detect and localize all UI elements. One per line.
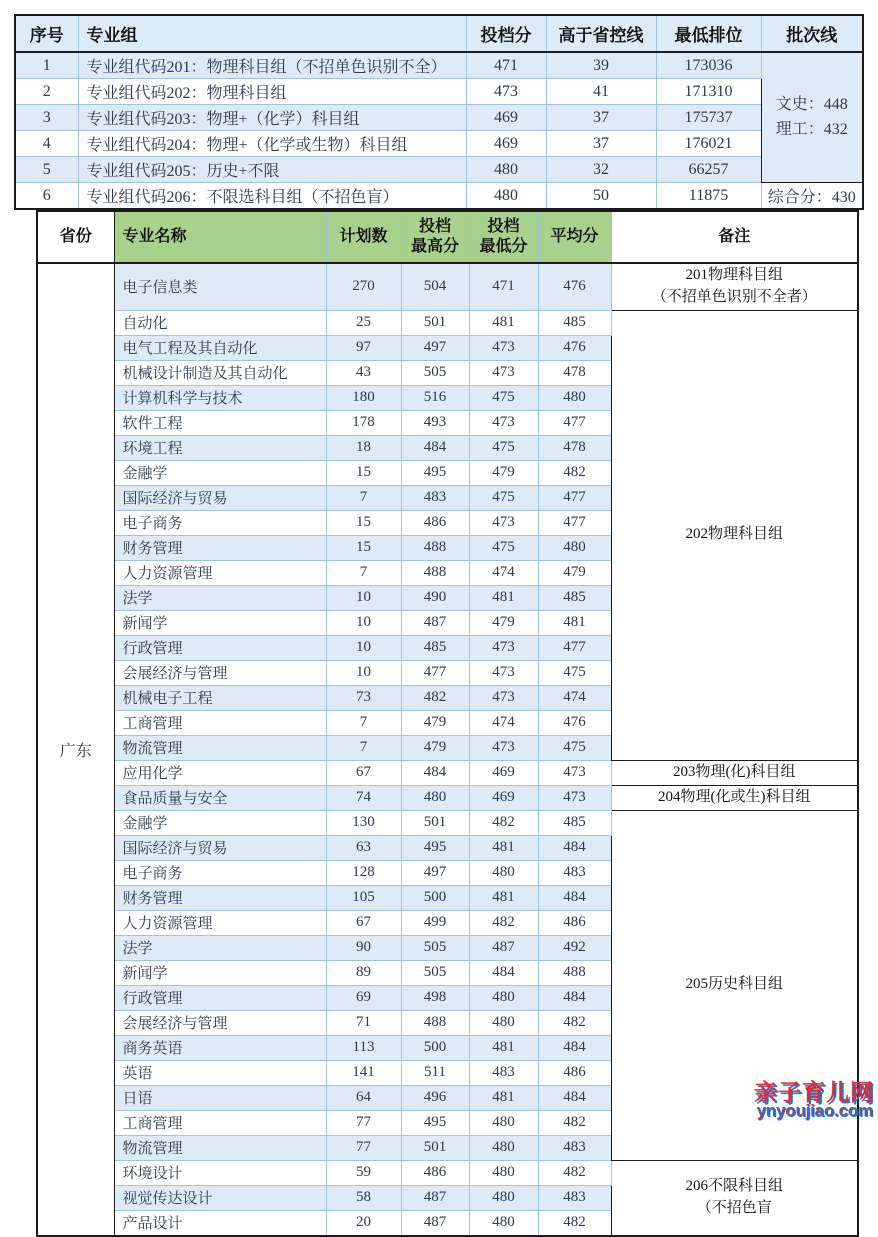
majors-table-header-row: [37, 211, 858, 263]
header-above-provincial-line: 高于省控线: [546, 15, 656, 52]
group-admission-score: 471: [466, 52, 546, 79]
major-max-score: 479: [401, 735, 469, 760]
watermark-site-url: ynyoujiao.com: [757, 1102, 874, 1121]
major-min-score: 480: [469, 1010, 538, 1035]
major-row: [37, 810, 858, 835]
major-avg-score: 482: [538, 1160, 611, 1185]
major-plan-count: 141: [326, 1060, 401, 1085]
major-plan-count: 73: [326, 685, 401, 710]
group-row: [15, 52, 863, 79]
major-avg-score: 488: [538, 960, 611, 985]
major-max-score: 485: [401, 635, 469, 660]
major-plan-count: 15: [326, 510, 401, 535]
major-max-score: 490: [401, 585, 469, 610]
major-row: [37, 785, 858, 810]
major-max-score: 479: [401, 710, 469, 735]
batch-line-main: [761, 52, 863, 183]
group-lowest-rank: 173036: [656, 52, 761, 79]
major-avg-score: 483: [538, 1185, 611, 1210]
major-max-score: 483: [401, 485, 469, 510]
major-avg-score: 485: [538, 310, 611, 335]
major-avg-score: 484: [538, 985, 611, 1010]
major-plan-count: 64: [326, 1085, 401, 1110]
group-lowest-rank: 66257: [656, 157, 761, 183]
major-avg-score: 475: [538, 660, 611, 685]
major-max-score: 484: [401, 760, 469, 785]
major-plan-count: 20: [326, 1210, 401, 1236]
group-name: 专业组代码204：物理+（化学或生物）科目组: [78, 131, 466, 157]
major-min-score: 487: [469, 935, 538, 960]
remark-cell: [611, 785, 858, 810]
remark-line: 204物理(化或生)科目组: [658, 788, 811, 805]
major-max-score: 501: [401, 1135, 469, 1160]
group-row: [15, 105, 863, 131]
major-plan-count: 67: [326, 760, 401, 785]
group-serial-no: 4: [15, 131, 78, 157]
major-name: 行政管理: [114, 635, 326, 660]
major-avg-score: 485: [538, 810, 611, 835]
majors-scores-table: [36, 210, 859, 1237]
major-max-score: 487: [401, 1185, 469, 1210]
major-avg-score: 477: [538, 510, 611, 535]
major-min-score: 473: [469, 510, 538, 535]
major-min-score: 484: [469, 960, 538, 985]
major-plan-count: 105: [326, 885, 401, 910]
remark-line: 205历史科目组: [685, 976, 783, 993]
major-plan-count: 10: [326, 635, 401, 660]
header-min-score-line2: 最低分: [479, 238, 528, 255]
major-name: 工商管理: [114, 1110, 326, 1135]
major-min-score: 481: [469, 310, 538, 335]
major-plan-count: 7: [326, 735, 401, 760]
major-avg-score: 482: [538, 1010, 611, 1035]
major-plan-count: 59: [326, 1160, 401, 1185]
header-max-score: [401, 211, 469, 263]
major-max-score: 504: [401, 263, 469, 310]
remark-line: 201物理科目组: [685, 267, 783, 283]
major-name: 物流管理: [114, 735, 326, 760]
major-name: 视觉传达设计: [114, 1185, 326, 1210]
major-row: [37, 310, 858, 335]
major-max-score: 486: [401, 1160, 469, 1185]
major-name: 机械电子工程: [114, 685, 326, 710]
major-min-score: 482: [469, 910, 538, 935]
major-min-score: 479: [469, 610, 538, 635]
major-min-score: 481: [469, 1035, 538, 1060]
major-name: 工商管理: [114, 710, 326, 735]
major-min-score: 473: [469, 660, 538, 685]
major-min-score: 482: [469, 810, 538, 835]
major-name: 英语: [114, 1060, 326, 1085]
major-max-score: 495: [401, 835, 469, 860]
major-plan-count: 180: [326, 385, 401, 410]
major-plan-count: 7: [326, 560, 401, 585]
major-avg-score: 486: [538, 910, 611, 935]
batch-line-text: 文史：448: [775, 95, 848, 113]
major-avg-score: 481: [538, 610, 611, 635]
major-name: 电气工程及其自动化: [114, 335, 326, 360]
major-avg-score: 477: [538, 410, 611, 435]
major-avg-score: 473: [538, 785, 611, 810]
group-above-line: 39: [546, 52, 656, 79]
major-row: [37, 263, 858, 310]
header-major-group: 专业组: [78, 15, 466, 52]
major-max-score: 495: [401, 1110, 469, 1135]
major-name: 行政管理: [114, 985, 326, 1010]
major-name: 新闻学: [114, 610, 326, 635]
header-batch-line: 批次线: [761, 15, 863, 52]
major-avg-score: 486: [538, 1060, 611, 1085]
major-name: 国际经济与贸易: [114, 485, 326, 510]
major-plan-count: 25: [326, 310, 401, 335]
major-plan-count: 10: [326, 585, 401, 610]
major-min-score: 473: [469, 685, 538, 710]
group-name: 专业组代码202：物理科目组: [78, 79, 466, 105]
major-max-score: 505: [401, 360, 469, 385]
group-lowest-rank: 175737: [656, 105, 761, 131]
group-name: 专业组代码203：物理+（化学）科目组: [78, 105, 466, 131]
major-plan-count: 71: [326, 1010, 401, 1035]
header-max-score-line2: 最高分: [410, 238, 459, 255]
major-min-score: 480: [469, 1110, 538, 1135]
major-min-score: 474: [469, 560, 538, 585]
header-plan-count: 计划数: [326, 211, 401, 263]
major-avg-score: 479: [538, 560, 611, 585]
header-remark: 备注: [611, 211, 858, 263]
major-plan-count: 18: [326, 435, 401, 460]
major-min-score: 480: [469, 985, 538, 1010]
header-lowest-rank: 最低排位: [656, 15, 761, 52]
major-name: 计算机科学与技术: [114, 385, 326, 410]
major-avg-score: 473: [538, 760, 611, 785]
header-province: 省份: [37, 211, 114, 263]
watermark: [754, 1081, 874, 1120]
major-name: 软件工程: [114, 410, 326, 435]
major-max-score: 493: [401, 410, 469, 435]
major-max-score: 498: [401, 985, 469, 1010]
header-min-score-line1: 投档: [487, 218, 520, 235]
group-above-line: 32: [546, 157, 656, 183]
major-name: 财务管理: [114, 885, 326, 910]
major-max-score: 482: [401, 685, 469, 710]
major-plan-count: 113: [326, 1035, 401, 1060]
major-min-score: 475: [469, 435, 538, 460]
group-admission-score: 480: [466, 183, 546, 210]
major-max-score: 505: [401, 935, 469, 960]
remark-line: 202物理科目组: [685, 526, 783, 543]
major-name: 机械设计制造及其自动化: [114, 360, 326, 385]
major-name: 新闻学: [114, 960, 326, 985]
major-min-score: 481: [469, 885, 538, 910]
major-avg-score: 484: [538, 885, 611, 910]
major-min-score: 481: [469, 835, 538, 860]
major-max-score: 486: [401, 510, 469, 535]
major-row: [37, 760, 858, 785]
major-min-score: 480: [469, 1160, 538, 1185]
major-min-score: 471: [469, 263, 538, 310]
watermark-site-name: 亲子育儿网: [754, 1079, 874, 1105]
header-avg-score: 平均分: [538, 211, 611, 263]
major-plan-count: 58: [326, 1185, 401, 1210]
group-lowest-rank: 11875: [656, 183, 761, 210]
major-min-score: 475: [469, 535, 538, 560]
major-plan-count: 10: [326, 610, 401, 635]
remark-line: 203物理(化)科目组: [673, 763, 796, 780]
group-serial-no: 5: [15, 157, 78, 183]
group-name: 专业组代码201：物理科目组（不招单色识别不全）: [78, 52, 466, 79]
major-plan-count: 77: [326, 1135, 401, 1160]
major-min-score: 475: [469, 485, 538, 510]
major-avg-score: 484: [538, 1085, 611, 1110]
group-serial-no: 1: [15, 52, 78, 79]
major-max-score: 487: [401, 610, 469, 635]
header-serial-no: 序号: [15, 15, 78, 52]
major-plan-count: 7: [326, 710, 401, 735]
group-admission-score: 480: [466, 157, 546, 183]
group-serial-no: 2: [15, 79, 78, 105]
batch-line-comprehensive: 综合分：430: [761, 183, 863, 210]
major-max-score: 488: [401, 560, 469, 585]
major-plan-count: 74: [326, 785, 401, 810]
major-plan-count: 43: [326, 360, 401, 385]
major-plan-count: 130: [326, 810, 401, 835]
major-plan-count: 89: [326, 960, 401, 985]
major-max-score: 499: [401, 910, 469, 935]
major-plan-count: 128: [326, 860, 401, 885]
major-max-score: 488: [401, 535, 469, 560]
major-plan-count: 77: [326, 1110, 401, 1135]
major-max-score: 497: [401, 335, 469, 360]
major-plan-count: 178: [326, 410, 401, 435]
major-name: 产品设计: [114, 1210, 326, 1236]
major-avg-score: 476: [538, 335, 611, 360]
remark-cell: [611, 760, 858, 785]
major-name: 电子信息类: [114, 263, 326, 310]
remark-cell: [611, 1160, 858, 1236]
groups-table-header-row: [15, 15, 863, 52]
major-max-score: 487: [401, 1210, 469, 1236]
major-max-score: 505: [401, 960, 469, 985]
major-max-score: 477: [401, 660, 469, 685]
major-name: 法学: [114, 935, 326, 960]
major-avg-score: 478: [538, 360, 611, 385]
major-avg-score: 482: [538, 460, 611, 485]
major-name: 财务管理: [114, 535, 326, 560]
major-name: 商务英语: [114, 1035, 326, 1060]
major-avg-score: 484: [538, 835, 611, 860]
major-plan-count: 90: [326, 935, 401, 960]
major-avg-score: 477: [538, 485, 611, 510]
major-avg-score: 482: [538, 1110, 611, 1135]
group-lowest-rank: 176021: [656, 131, 761, 157]
group-name: 专业组代码205：历史+不限: [78, 157, 466, 183]
major-avg-score: 483: [538, 1135, 611, 1160]
group-above-line: 50: [546, 183, 656, 210]
major-min-score: 481: [469, 585, 538, 610]
major-max-score: 516: [401, 385, 469, 410]
major-max-score: 501: [401, 810, 469, 835]
major-avg-score: 480: [538, 535, 611, 560]
group-admission-score: 473: [466, 79, 546, 105]
major-name: 人力资源管理: [114, 560, 326, 585]
major-avg-score: 484: [538, 1035, 611, 1060]
major-min-score: 473: [469, 410, 538, 435]
major-avg-score: 474: [538, 685, 611, 710]
remark-cell: [611, 310, 858, 760]
major-min-score: 480: [469, 1210, 538, 1236]
major-name: 会展经济与管理: [114, 660, 326, 685]
major-max-score: 495: [401, 460, 469, 485]
group-above-line: 37: [546, 105, 656, 131]
major-min-score: 473: [469, 360, 538, 385]
major-min-score: 473: [469, 635, 538, 660]
group-admission-score: 469: [466, 131, 546, 157]
major-avg-score: 492: [538, 935, 611, 960]
major-plan-count: 270: [326, 263, 401, 310]
major-plan-count: 15: [326, 460, 401, 485]
major-name: 会展经济与管理: [114, 1010, 326, 1035]
major-plan-count: 63: [326, 835, 401, 860]
major-max-score: 500: [401, 885, 469, 910]
major-plan-count: 7: [326, 485, 401, 510]
major-min-score: 481: [469, 1085, 538, 1110]
major-min-score: 473: [469, 335, 538, 360]
major-plan-count: 10: [326, 660, 401, 685]
major-name: 物流管理: [114, 1135, 326, 1160]
group-row: [15, 183, 863, 210]
header-admission-score: 投档分: [466, 15, 546, 52]
group-row: [15, 157, 863, 183]
major-name: 日语: [114, 1085, 326, 1110]
major-avg-score: 483: [538, 860, 611, 885]
major-max-score: 488: [401, 1010, 469, 1035]
major-name: 法学: [114, 585, 326, 610]
major-name: 人力资源管理: [114, 910, 326, 935]
major-max-score: 480: [401, 785, 469, 810]
header-max-score-line1: 投档: [418, 218, 451, 235]
major-min-score: 469: [469, 760, 538, 785]
remark-cell: [611, 263, 858, 310]
remark-line: （不招单色识别不全者）: [651, 288, 817, 305]
major-max-score: 497: [401, 860, 469, 885]
major-avg-score: 482: [538, 1210, 611, 1236]
major-name: 应用化学: [114, 760, 326, 785]
group-name: 专业组代码206：不限选科目组（不招色盲）: [78, 183, 466, 210]
major-name: 金融学: [114, 810, 326, 835]
major-max-score: 484: [401, 435, 469, 460]
major-avg-score: 478: [538, 435, 611, 460]
major-avg-score: 476: [538, 710, 611, 735]
group-admission-score: 469: [466, 105, 546, 131]
group-lowest-rank: 171310: [656, 79, 761, 105]
group-serial-no: 6: [15, 183, 78, 210]
major-avg-score: 485: [538, 585, 611, 610]
major-plan-count: 97: [326, 335, 401, 360]
major-name: 环境工程: [114, 435, 326, 460]
major-name: 食品质量与安全: [114, 785, 326, 810]
header-major-name: 专业名称: [114, 211, 326, 263]
group-row: [15, 79, 863, 105]
major-name: 金融学: [114, 460, 326, 485]
major-plan-count: 67: [326, 910, 401, 935]
major-name: 电子商务: [114, 510, 326, 535]
major-name: 电子商务: [114, 860, 326, 885]
major-max-score: 501: [401, 310, 469, 335]
header-min-score: [469, 211, 538, 263]
major-min-score: 469: [469, 785, 538, 810]
group-above-line: 37: [546, 131, 656, 157]
major-avg-score: 475: [538, 735, 611, 760]
province-cell: 广东: [37, 263, 114, 1236]
admission-groups-table: [14, 14, 864, 210]
major-min-score: 479: [469, 460, 538, 485]
major-min-score: 474: [469, 710, 538, 735]
group-serial-no: 3: [15, 105, 78, 131]
group-above-line: 41: [546, 79, 656, 105]
remark-line: 206不限科目组: [685, 1177, 783, 1194]
major-min-score: 473: [469, 735, 538, 760]
major-name: 环境设计: [114, 1160, 326, 1185]
major-min-score: 483: [469, 1060, 538, 1085]
major-min-score: 480: [469, 860, 538, 885]
major-max-score: 511: [401, 1060, 469, 1085]
major-plan-count: 69: [326, 985, 401, 1010]
major-row: [37, 1160, 858, 1185]
major-min-score: 475: [469, 385, 538, 410]
major-max-score: 500: [401, 1035, 469, 1060]
major-min-score: 480: [469, 1135, 538, 1160]
major-plan-count: 15: [326, 535, 401, 560]
batch-line-text: 理工：432: [775, 120, 848, 138]
major-avg-score: 480: [538, 385, 611, 410]
major-avg-score: 477: [538, 635, 611, 660]
remark-line: （不招色盲: [696, 1199, 772, 1216]
major-name: 国际经济与贸易: [114, 835, 326, 860]
major-name: 自动化: [114, 310, 326, 335]
major-max-score: 496: [401, 1085, 469, 1110]
major-avg-score: 476: [538, 263, 611, 310]
group-row: [15, 131, 863, 157]
major-min-score: 480: [469, 1185, 538, 1210]
